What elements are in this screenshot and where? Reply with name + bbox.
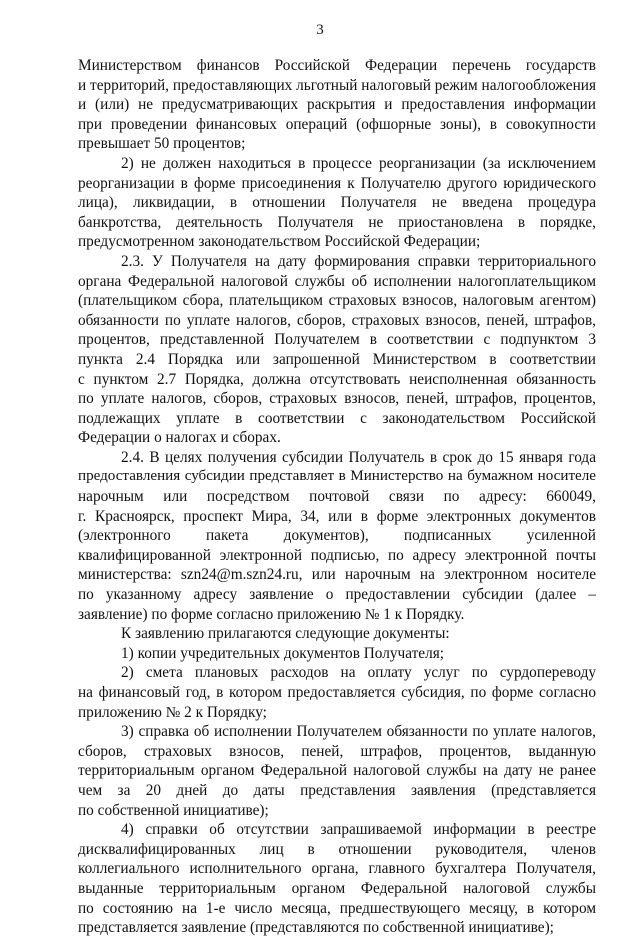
text-line: 3) справка об исполнении Получателем обязанности по уплате налогов, [121,723,596,741]
text-line: 2) смета плановых расходов на оплату услуг по сурдопереводу [121,664,596,682]
text-line: 4) справки об отсутствии запрашиваемой информации в реестре [121,821,596,839]
text-line: заявление) по форме согласно приложению № 1 к Порядку. [78,605,465,623]
text-line: сборов, страховых взносов, пеней, штрафов, процентов, выданную [78,742,596,760]
text-line: банкротства, деятельность Получателя не приостановлена в порядке, [78,213,596,231]
text-line: органа Федеральной налоговой службы об исполнении налогоплательщиком [78,272,596,290]
text-line: на финансовый год, в котором предоставляется субсидия, по форме согласно [78,684,596,701]
text-line: обязанности по уплате налогов, сборов, страховых взносов, пеней, штрафов, [78,311,596,329]
text-line: дисквалифицированных лиц в отношении руководителя, членов [78,840,596,858]
text-line: и территорий, предоставляющих льготный налоговый режим налогообложения [78,76,596,94]
text-line: чем за 20 дней до даты представления заявления (представляется [78,781,596,799]
document-body [78,56,596,938]
text-line: К заявлению прилагаются следующие документы: [121,625,450,643]
text-line: и (или) не предусматривающих раскрытия и предоставления информации [78,96,596,114]
text-line: 1) копии учредительных документов Получателя; [121,644,445,662]
text-line: выданные территориальным органом Федеральной налоговой службы [78,879,596,897]
text-line: превышает 50 процентов; [78,135,246,153]
text-line: пункта 2.4 Порядка или запрошенной Министерством в соответствии [78,350,596,368]
text-line: г. Красноярск, проспект Мира, 34, или в форме электронных документов [78,507,596,525]
text-line: Федерации о налогах и сборах. [78,429,281,447]
text-line: коллегиального исполнительного органа, главного бухгалтера Получателя, [78,860,596,878]
text-line: квалифицированной электронной подписью, по адресу электронной почты [78,546,596,564]
text-line: реорганизации в форме присоединения к Получателю другого юридического [78,174,596,192]
text-line: Министерством финансов Российской Федерации перечень государств [78,57,596,74]
text-line: предусмотренном законодательством Российской Федерации; [78,233,481,251]
text-line: 2.3. У Получателя на дату формирования справки территориального [121,252,596,270]
text-line: по уплате налогов, сборов, страховых взносов, пеней, штрафов, процентов, [78,390,596,408]
text-line: представляется заявление (представляются по собственной инициативе); [78,919,554,937]
text-line: процентов, представленной Получателем в соответствии с подпунктом 3 [78,331,596,349]
text-line: территориальным органом Федеральной налоговой службы на дату не ранее [78,762,596,780]
text-line: 2.4. В целях получения субсидии Получатель в срок до 15 января года [121,448,596,466]
text-line: по указанному адресу заявление о предоставлении субсидии (далее – [78,586,596,604]
text-line: приложению № 2 к Порядку; [78,703,267,721]
text-line: (плательщиком сбора, плательщиком страховых взносов, налоговым агентом) [78,292,596,310]
text-line: министерства: szn24@m.szn24.ru, или нарочным на электронном носителе [78,566,596,584]
text-line: подлежащих уплате в соответствии с законодательством Российской [78,409,596,427]
text-line: (электронного пакета документов), подписанных усиленной [78,527,596,545]
text-line: с пунктом 2.7 Порядка, должна отсутствовать неисполненная обязанность [78,370,596,388]
text-line: по собственной инициативе); [78,801,269,819]
text-line: 2) не должен находиться в процессе реорганизации (за исключением [121,154,596,172]
text-line: лица), ликвидации, в отношении Получателя не введена процедура [78,194,596,212]
text-line: по состоянию на 1-е число месяца, предшествующего месяцу, в котором [78,899,596,917]
page-number: 3 [316,22,324,38]
text-line: при проведении финансовых операций (офшорные зоны), в совокупности [78,115,596,133]
text-line: нарочным или посредством почтовой связи по адресу: 660049, [78,488,596,506]
text-line: предоставления субсидии представляет в Министерство на бумажном носителе [78,468,596,485]
